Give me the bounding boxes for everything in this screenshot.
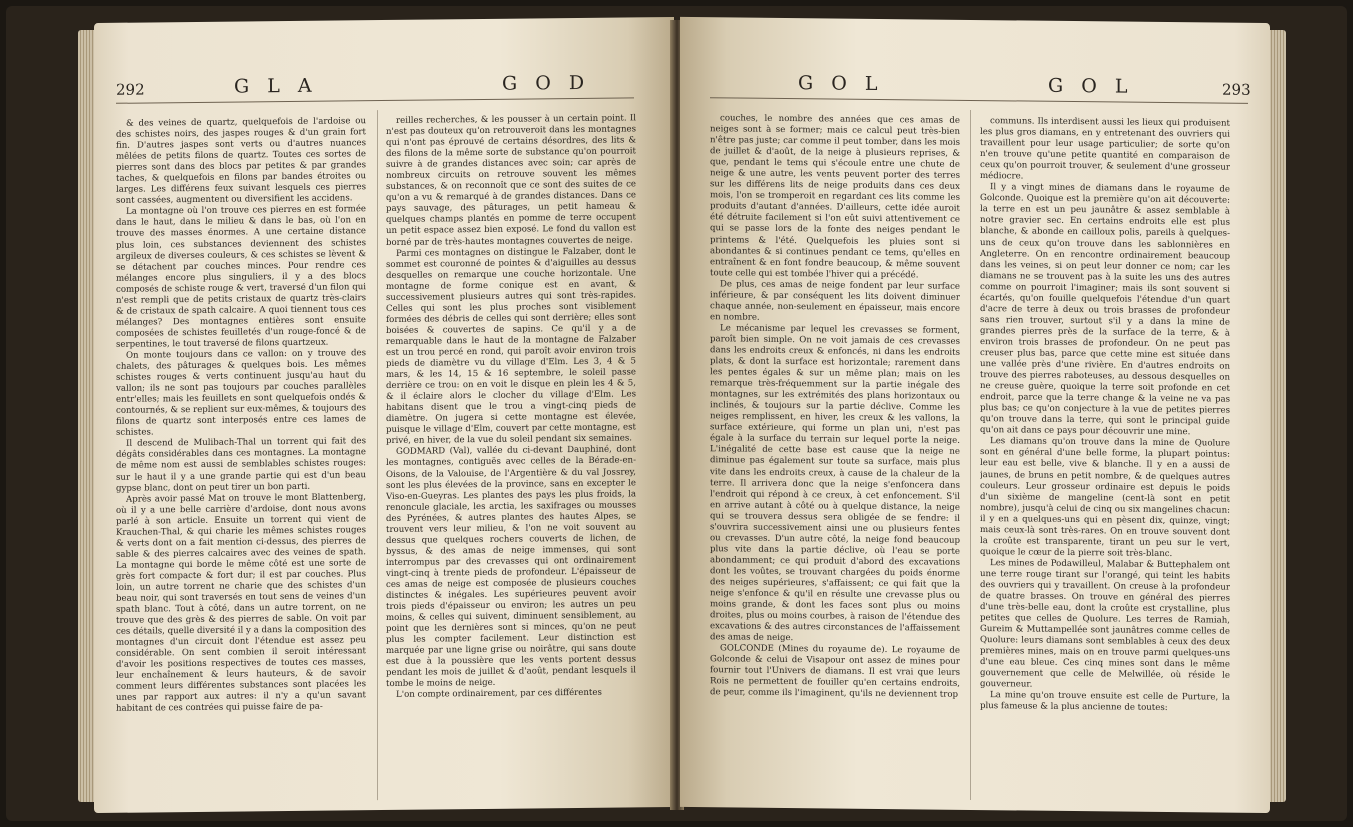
paragraph: La montagne où l'on trouve ces pierres en est formée dans le haut, dans le milieu & dans le bas, où l'on en trouve des masses énormes. A une certaine distance plus loin, ces substances deviennent des schistes argileux de diverses couleurs, & ces schistes se lèvent & se détachent par couches minces. Pour rendre ces mélanges encore plus singuliers, il y a des blocs composés de schiste rouge & vert, traversé d'un filon qui n'est rempli que de petits cristaux de quartz très-clairs & de cristaux de spath calcaire. A quoi tiennent tous ces mélanges? Des montagnes entières sont ensuite composées de schistes feuilletés d'un rouge-foncé & de serpentines, le tout traversé de filons quartzeux. bbox=[116, 204, 366, 350]
text-column-1 bbox=[710, 113, 960, 806]
page-number: 293 bbox=[1222, 80, 1251, 99]
paragraph: GOLCONDE (Mines du royaume de). Le royaume de Golconde & celui de Visapour ont assez de mines pour fournir tout l'Univers de diamans. Il est vrai que leurs Rois ne permettent de fouiller qu'en certains endroits, de peur, comme ils l'imaginent, qu'ils ne deviennent trop bbox=[710, 643, 960, 701]
paragraph: Après avoir passé Mat on trouve le mont Blattenberg, où il y a une belle carrière d'ardoise, dont nous avons parlé à son article. Ensuite un torrent qui vient de Krauchen-Thal, & qui charie les mêmes schistes rouges & verts dont on a fait mention ci-dessus, des pierres de sable & des pierres calcaires avec des veines de spath. La montagne qui borde le même côté est une sorte de grès fort compacte & fort dur; il est par couches. Plus loin, un autre torrent ne charie que des schistes d'un beau noir, qui sont traversés en tout sens de veines d'un spath blanc. Tout à côté, dans un autre torrent, on ne trouve que des grès & des pierres de sable. On voit par ces détails, quelle diversité il y a dans la composition des montagnes d'un circuit dont l'étendue est assez peu considérable. On sent combien il seroit intéressant d'avoir les positions respectives de toutes ces masses, leur enchaînement & leurs hauteurs, & de savoir comment leurs différentes substances sont placées les unes par rapport aux autres: il n'y a qu'un savant habitant de ces contrées qui puisse faire de pa- bbox=[116, 491, 366, 715]
header-rule bbox=[710, 97, 1248, 104]
paragraph: GODMARD (Val), vallée du ci-devant Dauphiné, dont les montagnes, contiguës avec celles de la Bérade-en-Oisons, de la Valouise, de l'Argentière & du val Jossrey, sont les plus élevées de la province, sans en excepter le Viso-en-Gueyras. Les plantes des pays les plus froids, la renoncule glaciale, les arctia, les saxifrages ou mousses des Pyrénées, & autres plantes des hautes Alpes, se trouvent vers leur milieu, & l'on ne voit souvent au dessus que quelques rochers couverts de lichen, de byssus, & des amas de neige immenses, qui sont interrompus par des crevasses qui ont ordinairement vingt-cinq à trente pieds de profondeur. L'épaisseur de ces amas de neige est composée de plusieurs couches distinctes & inégales. Les supérieures peuvent avoir trois pieds d'épaisseur ou environ; les autres un peu moins, & celles qui suivent, diminuent sensiblement, au point que les dernières sont si minces, qu'on ne peut plus les compter facilement. Leur distinction est marquée par une ligne grise ou noirâtre, qui sans doute est due à la poussière que les vents portent dessus pendant les mois de juillet & d'août, pendant lesquels il tombe le moins de neige. bbox=[386, 444, 636, 690]
running-header bbox=[680, 65, 1270, 105]
text-column-2 bbox=[980, 116, 1230, 809]
page-edges-right bbox=[1268, 30, 1286, 802]
running-header bbox=[94, 65, 674, 105]
page-number: 292 bbox=[116, 80, 145, 99]
paragraph: Il descend de Mulibach-Thal un torrent qui fait des dégâts considérables dans ces montagnes. La montagne de même nom est aussi de semblables schistes rouges: sur le haut il y a une grande partie qui est d'un beau gypse blanc, dont on peut tirer un bon parti. bbox=[116, 436, 366, 494]
paragraph: L'on compte ordinairement, par ces différentes bbox=[396, 688, 602, 701]
paragraph: La mine qu'on trouve ensuite est celle de Purture, la plus fameuse & la plus ancienne de toutes: bbox=[980, 690, 1230, 714]
paragraph: Il y a vingt mines de diamans dans le royaume de Golconde. Quoique est la première qu'on ait découverte: la terre en est un peu jaunâtre & assez semblable à notre gravier sec. En certains endroits elle est plus blanche, & abonde en cailloux polis, pareils à quelques-uns de ceux qu'on trouve dans les sablonnières en Angleterre. On en rencontre ordinairement beaucoup dans les veines, si on peut leur donner ce nom; car les diamans ne se trouvent pas à la suite les uns des autres comme on pourroit l'imaginer; mais ils sont souvent si écartés, qu'on fouille quelquefois l'étendue d'un quart d'acre de terre à deux ou trois brasses de profondeur sans rien trouver, surtout s'il y a dans la mine de grandes pierres près de la surface de la terre, & à environ trois brasses de profondeur. On ne peut pas creuser plus bas, parce que cette mine est située dans une vallée près d'une rivière. En d'autres endroits on trouve des pierres raboteuses, au dessous desquelles on ne creuse guère, quoique la terre soit profonde en cet endroit, parce que la terre change & la veine ne va pas plus bas; ce qu'on conjecture à la vue de petites pierres qu'on trouve dans la terre, qui sont le principal guide qu'on ait dans ce pays pour découvrir une mine. bbox=[980, 182, 1230, 438]
right-page bbox=[680, 17, 1270, 813]
paragraph: Les diamans qu'on trouve dans la mine de Quolure sont en général d'une belle forme, la plupart pointus: leur eau est belle, vive & blanche. Il y en a aussi de jaunes, de bruns en petit nombre, & de quelques autres couleurs. Leur grosseur ordinaire est depuis le poids d'un sixième de mangeline (cent-là sont en petit nombre), jusqu'à celui de cinq ou six mangelines chacun: il y en a quelques-uns qui en pèsent dix, quinze, vingt; mais ceux-là sont très-rares. On en trouve souvent dont la croûte est transparente, tirant un peu sur le vert, quoique le cœur de la pierre soit très-blanc. bbox=[980, 436, 1230, 559]
paragraph: De plus, ces amas de neige fondent par leur surface inférieure, & par conséquent les lits doivent diminuer chaque année, non-seulement en épaisseur, mais encore en nombre. bbox=[710, 279, 960, 323]
header-rule bbox=[116, 97, 634, 103]
column-divider bbox=[377, 110, 378, 800]
paragraph: Les mines de Podawilleul, Malabar & Buttephalem ont une terre rouge tirant sur l'orangé, qui teint les habits des ouvriers qui y travaillent. On creuse à la profondeur de quatre brasses. On trouve en général des pierres d'une très-belle eau, dont la croûte est crystalline, plus petites que celles de Quolure. Les terres de Ramiah, Gureim & Muttampellée sont jaunâtres comme celles de Quolure: leurs diamans sont semblables à ceux des deux premières mines, mais on en trouve parmi quelques-uns d'une eau bleue. Ces cinq mines sont dans le même gouvernement que celle de Melwillée, où réside le gouverneur. bbox=[980, 558, 1230, 690]
paragraph: Parmi ces montagnes on distingue le Falzaber, dont le sommet est couronné de pointes & d'aiguilles au dessus desquelles on remarque une couche horizontale. Une montagne de forme conique est en avant, & successivement plusieurs autres qui sont très-rapides. Celles qui sont les plus proches sont visiblement formées des débris de celles qui sont derrière; elles sont boisées & couvertes de sapins. Ce qu'il y a de remarquable dans le haut de la montagne de Falzaber est un trou percé en rond, qui paroît avoir environ trois pieds de diamètre vu du village d'Elm. Les 3, 4 & 5 mars, & les 14, 15 & 16 septembre, le soleil passe derrière ce trou: on en voit le disque en plein les 4 & 5, & il éclaire alors le clocher du village d'Elm. Les habitans disent que le trou a vingt-cinq pieds de diamètre. On jugera si cette montagne est élevée, puisque le village d'Elm, couvert par cette montagne, est privé, en hiver, de la vue du soleil pendant six semaines. bbox=[386, 245, 636, 447]
paragraph: reilles recherches, & les pousser à un certain point. Il n'est pas douteux qu'on retrouveroit dans les montagnes qui n'ont pas éprouvé de certains désordres, des lits & des filons de la même sorte de substance qu'on pourroit suivre à de grandes distances avec soin; car après de nombreux circuits on retrouve souvent les mêmes substances, & on reconnoît que ce sont des suites de ce qu'on a vu & remarqué à de grandes distances. Dans ce pays sauvage, des pâturages, un petit hameau & quelques champs plantés en pomme de terre occupent un petit espace assez bien exposé. Le fond du vallon est borné par de très-hautes montagnes couvertes de neige. bbox=[386, 113, 636, 248]
text-column-1 bbox=[116, 116, 366, 809]
paragraph: On monte toujours dans ce vallon: on y trouve des chalets, des pâturages & quelques bois. Les mêmes schistes rouges & verts continuent jusqu'au haut du vallon; ils ne sont pas toujours par couches parallèles entr'elles; mais les feuillets en sont quelquefois ondés & contournés, & se replient sur eux-mêmes, & toujours des filons de quartz sont interposés entre ces lames de schistes. bbox=[116, 348, 366, 439]
headword-right: G O L bbox=[1048, 74, 1134, 98]
paragraph: & des veines de quartz, quelquefois de l'ardoise ou des schistes noirs, des jaspes rouges & d'un grain fort fin. D'autres jaspes sont verts ou d'autres nuances mêlées de petits filons de quartz. Toutes ces sortes de pierres sont dans des blocs par petites & par grandes taches, & quelquefois en filons par bandes étroites ou larges. Les différens feux suivant lesquels ces pierres sont cassées, augmentent ou diversifient les accidens. bbox=[116, 116, 366, 207]
headword-right: G O D bbox=[502, 71, 591, 95]
paragraph: communs. Ils interdisent aussi les lieux qui produisent les plus gros diamans, en y entretenant des ouvriers qui travaillent pour leur usage particulier; de sorte qu'on n'en trouve qu'une petite quantité en comparaison de ceux qu'on pourroit trouver, & seulement d'une grosseur médiocre. bbox=[980, 116, 1230, 182]
paragraph: couches, le nombre des années que ces amas de neiges sont à se former; mais ce calcul peut très-bien n'être pas juste; car comme il peut tomber, dans les mois de juillet & d'août, de la neige à plusieurs reprises, & que, pendant le tems qui s'écoule entre une chute de neige & une autre, les vents peuvent porter des terres sur les différens lits de neige produits dans ces deux mois, l'on se tromperoit en regardant ces lits comme les produits d'autant d'années. D'ailleurs, cette idée auroit été détruite facilement si l'on eût suivi attentivement ce qui se passe lors de la fonte des neiges pendant le printems & l'été. Quelquefois les pluies sont si abondantes & si continues pendant ce tems, qu'elles en entraînent & en font fondre beaucoup, & même souvent toute celle qui est tombée l'hiver qui a précédé. bbox=[710, 113, 960, 281]
text-column-2 bbox=[386, 113, 636, 806]
headword-left: G O L bbox=[798, 72, 884, 96]
column-divider bbox=[970, 110, 971, 800]
book-spread bbox=[6, 6, 1347, 821]
left-page bbox=[94, 17, 674, 813]
headword-left: G L A bbox=[234, 74, 318, 98]
paragraph: Le mécanisme par lequel les crevasses se forment, paroît bien simple. On ne voit jamais de ces crevasses dans les endroits creux & enfoncés, ni dans les endroits plats, & dont la surface est horizontale; rarement dans les pentes égales & sur un même plan; mais on les remarque très-fréquemment sur la partie inégale des montagnes, sur les extrémités des plans horizontaux ou inclinés, & toujours sur la partie déclive. Comme les neiges remplissent, en hiver, les creux & les vallons, la surface extérieure, qui forme un plan uni, n'est pas égale à la surface du terrain sur lequel porte la neige. L'inégalité de cette base est cause que la neige ne diminue pas également sur toute sa surface, mais plus vite dans les endroits creux, à cause de la chaleur de la terre. Il arrivera donc que la neige s'enfoncera dans l'endroit qui répond à ce creux, à cet enfoncement. S'il en arrive autant à côté ou à quelque distance, la neige qui se trouvera dessus sera obligée de se fendre: il s'ouvrira successivement ainsi une ou plusieurs fentes ou crevasses. D'un autre côté, la neige fond beaucoup plus vite dans la partie déclive, où l'eau se porte abondamment; ce qui produit d'abord des excavations dont les voûtes, se trouvant chargées du poids énorme des neiges supérieures, s'affaissent; ce qui fait que la neige s'enfonce & qu'il en résulte une crevasse plus ou moins grande, & dont les faces sont plus ou moins droites, plus ou moins courbes, à raison de l'étendue des excavations & des autres circonstances de l'affaissement des amas de neige. bbox=[710, 323, 960, 644]
